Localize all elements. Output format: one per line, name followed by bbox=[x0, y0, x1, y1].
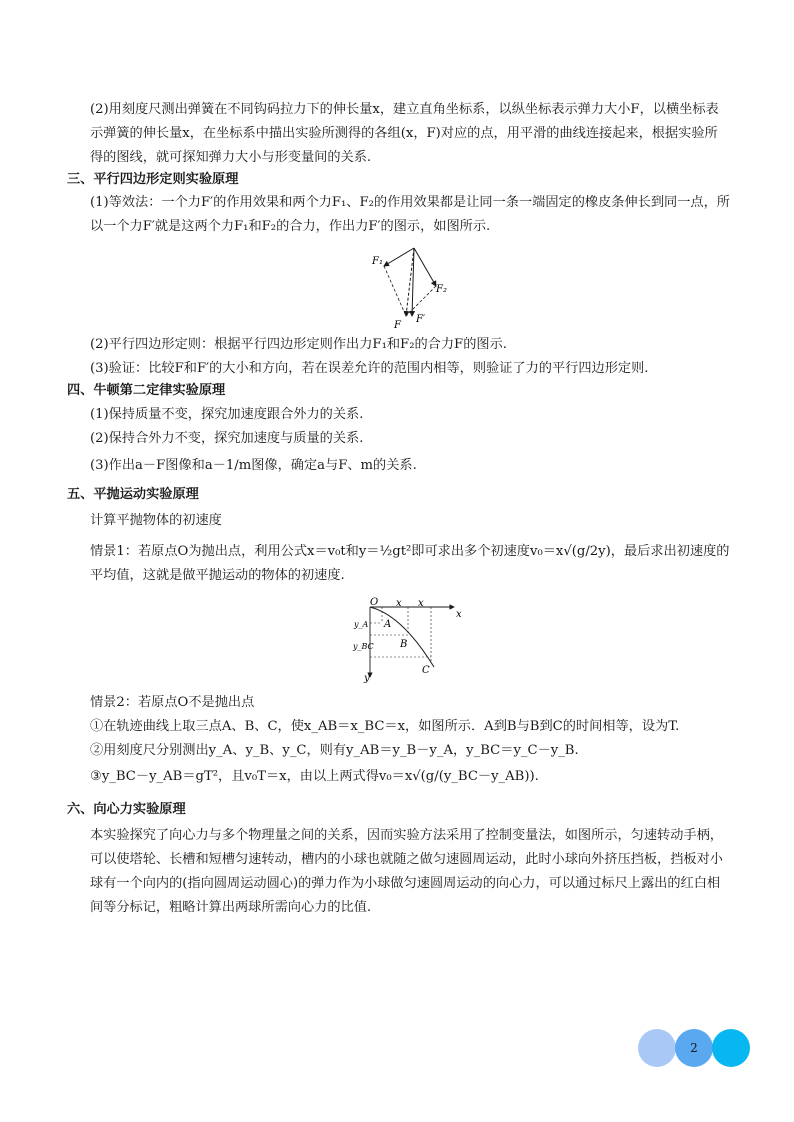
projectile-step-2: ②用刻度尺分别测出y_A、y_B、y_C，则有y_AB＝y_B－y_A，y_BC＝y_C－y_B. bbox=[90, 743, 579, 758]
equivalence-paragraph: (1)等效法：一个力F′的作用效果和两个力F₁、F₂的作用效果都是让同一条一端固定的橡皮条伸长到同一点，所以一个力F′就是这两个力F₁和F₂的合力，作出力F′的图示，如图所示. bbox=[90, 195, 730, 234]
newton-item-3: (3)作出a－F图像和a－1/m图像，确定a与F、m的关系. bbox=[90, 458, 417, 473]
decor-circle-cyan bbox=[712, 1029, 750, 1067]
parallelogram-rule-paragraph: (2)平行四边形定则：根据平行四边形定则作出力F₁和F₂的合力F的图示. bbox=[90, 337, 507, 352]
label-x1: x bbox=[396, 598, 402, 609]
force-parallelogram-figure bbox=[366, 244, 456, 332]
page-number-badge bbox=[638, 1029, 750, 1067]
newton-item-1: (1)保持质量不变，探究加速度跟合外力的关系. bbox=[90, 407, 364, 422]
section-heading-centripetal: 六、向心力实验原理 bbox=[67, 802, 186, 817]
label-a: A bbox=[384, 619, 392, 630]
centripetal-paragraph: 本实验探究了向心力与多个物理量之间的关系，因而实验方法采用了控制变量法，如图所示，匀速转动手柄，可以使塔轮、长槽和短槽匀速转动，槽内的小球也就随之做匀速圆周运动，此时小球向外挤压挡板，挡板对小球有一个向内的(指向圆周运动圆心)的弹力作为小球做匀速圆周运动的向心力，可以通过标尺上露出的红白相间等分标记，粗略计算出两球所需向心力的比值. bbox=[90, 828, 723, 915]
label-x-axis: x bbox=[456, 609, 462, 620]
section-heading-projectile: 五、平抛运动实验原理 bbox=[67, 487, 199, 502]
force-f1-arrow bbox=[384, 248, 414, 266]
label-ya: y_A bbox=[354, 620, 369, 629]
label-fprime: F′ bbox=[416, 314, 426, 325]
label-f2: F₂ bbox=[436, 284, 447, 295]
projectile-step-1: ①在轨迹曲线上取三点A、B、C，使x_AB＝x_BC＝x，如图所示．A到B与B到C的时间相等，设为T. bbox=[90, 719, 680, 734]
label-f: F bbox=[394, 320, 401, 331]
label-c: C bbox=[422, 665, 430, 676]
projectile-trajectory-figure bbox=[352, 597, 464, 683]
label-b: B bbox=[400, 639, 408, 650]
label-o: O bbox=[370, 597, 379, 608]
label-x2: x bbox=[418, 598, 424, 609]
label-f1: F₁ bbox=[372, 256, 383, 267]
spring-paragraph: (2)用刻度尺测出弹簧在不同钩码拉力下的伸长量x，建立直角坐标系，以纵坐标表示弹力大小F，以横坐标表示弹簧的伸长量x，在坐标系中描出实验所测得的各组(x，F)对应的点，用平滑的曲线连接起来，根据实验所得的图线，就可探知弹力大小与形变量间的关系. bbox=[90, 102, 719, 165]
projectile-intro: 计算平抛物体的初速度 bbox=[90, 513, 222, 528]
section-heading-parallelogram: 三、平行四边形定则实验原理 bbox=[67, 172, 239, 187]
projectile-step-3: ③y_BC－y_AB＝gT²，且v₀T＝x，由以上两式得v₀＝x√(g/(y_BC－y_AB)). bbox=[90, 769, 539, 784]
decor-circle-light bbox=[638, 1029, 676, 1067]
label-y: y bbox=[364, 673, 370, 683]
projectile-case-2: 情景2：若原点O不是抛出点 bbox=[90, 695, 255, 710]
page-number: 2 bbox=[690, 1041, 698, 1055]
projectile-case-1: 情景1：若原点O为抛出点，利用公式x＝v₀t和y＝½gt²即可求出多个初速度v₀＝x√(g/2y)，最后求出初速度的平均值，这就是做平抛运动的物体的初速度. bbox=[90, 544, 730, 583]
section-heading-newton: 四、牛顿第二定律实验原理 bbox=[67, 383, 226, 398]
label-ybc: y_BC bbox=[353, 642, 374, 651]
force-f2-arrow bbox=[414, 248, 436, 286]
trajectory-curve bbox=[370, 607, 434, 667]
verification-paragraph: (3)验证：比较F和F′的大小和方向，若在误差允许的范围内相等，则验证了力的平行四边形定则. bbox=[90, 361, 649, 376]
newton-item-2: (2)保持合外力不变，探究加速度与质量的关系. bbox=[90, 431, 364, 446]
